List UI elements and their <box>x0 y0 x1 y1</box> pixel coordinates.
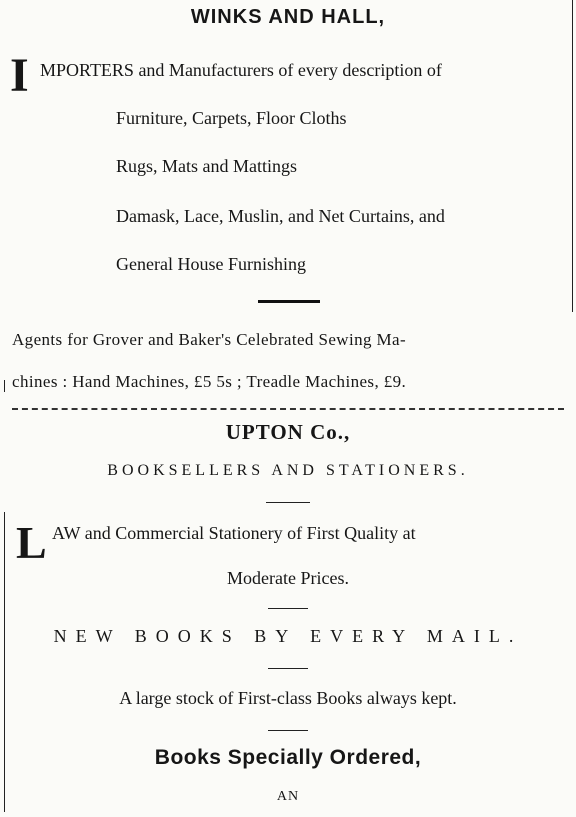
goods-item-rugs: Rugs, Mats and Mattings <box>116 156 298 176</box>
booksellers-subtitle: BOOKSELLERS AND STATIONERS. <box>107 462 469 479</box>
new-books-line: NEW BOOKS BY EVERY MAIL. <box>53 626 523 646</box>
cut-off-text-fragment: AN <box>276 789 300 804</box>
stock-line: A large stock of First-class Books always kept. <box>119 688 457 708</box>
short-rule <box>266 502 310 503</box>
books-specially-ordered: Books Specially Ordered, <box>154 746 422 769</box>
short-rule <box>268 730 308 731</box>
goods-item-furniture: Furniture, Carpets, Floor Cloths <box>116 108 347 128</box>
law-dropcap: L <box>16 517 47 568</box>
goods-item-damask: Damask, Lace, Muslin, and Net Curtains, and <box>116 206 445 226</box>
upton-company-title: UPTON Co., <box>225 420 351 444</box>
winks-and-hall-title: WINKS AND HALL, <box>190 6 386 28</box>
column-rule-left <box>4 380 5 392</box>
agents-line-1: Agents for Grover and Baker's Celebrated Sewing Ma- <box>12 330 407 349</box>
section-divider-thick <box>258 300 320 303</box>
column-rule-right <box>572 0 573 312</box>
law-stationery-line-1: AW and Commercial Stationery of First Quality at <box>52 523 416 543</box>
importers-intro-line: MPORTERS and Manufacturers of every description of <box>40 60 442 80</box>
importers-dropcap: I <box>10 49 29 102</box>
goods-item-house-furnishing: General House Furnishing <box>116 254 306 274</box>
advertisement-separator <box>12 408 564 410</box>
agents-line-2: chines : Hand Machines, £5 5s ; Treadle Machines, £9. <box>12 372 407 391</box>
short-rule <box>268 608 308 609</box>
short-rule <box>268 668 308 669</box>
law-stationery-line-2: Moderate Prices. <box>227 568 349 588</box>
